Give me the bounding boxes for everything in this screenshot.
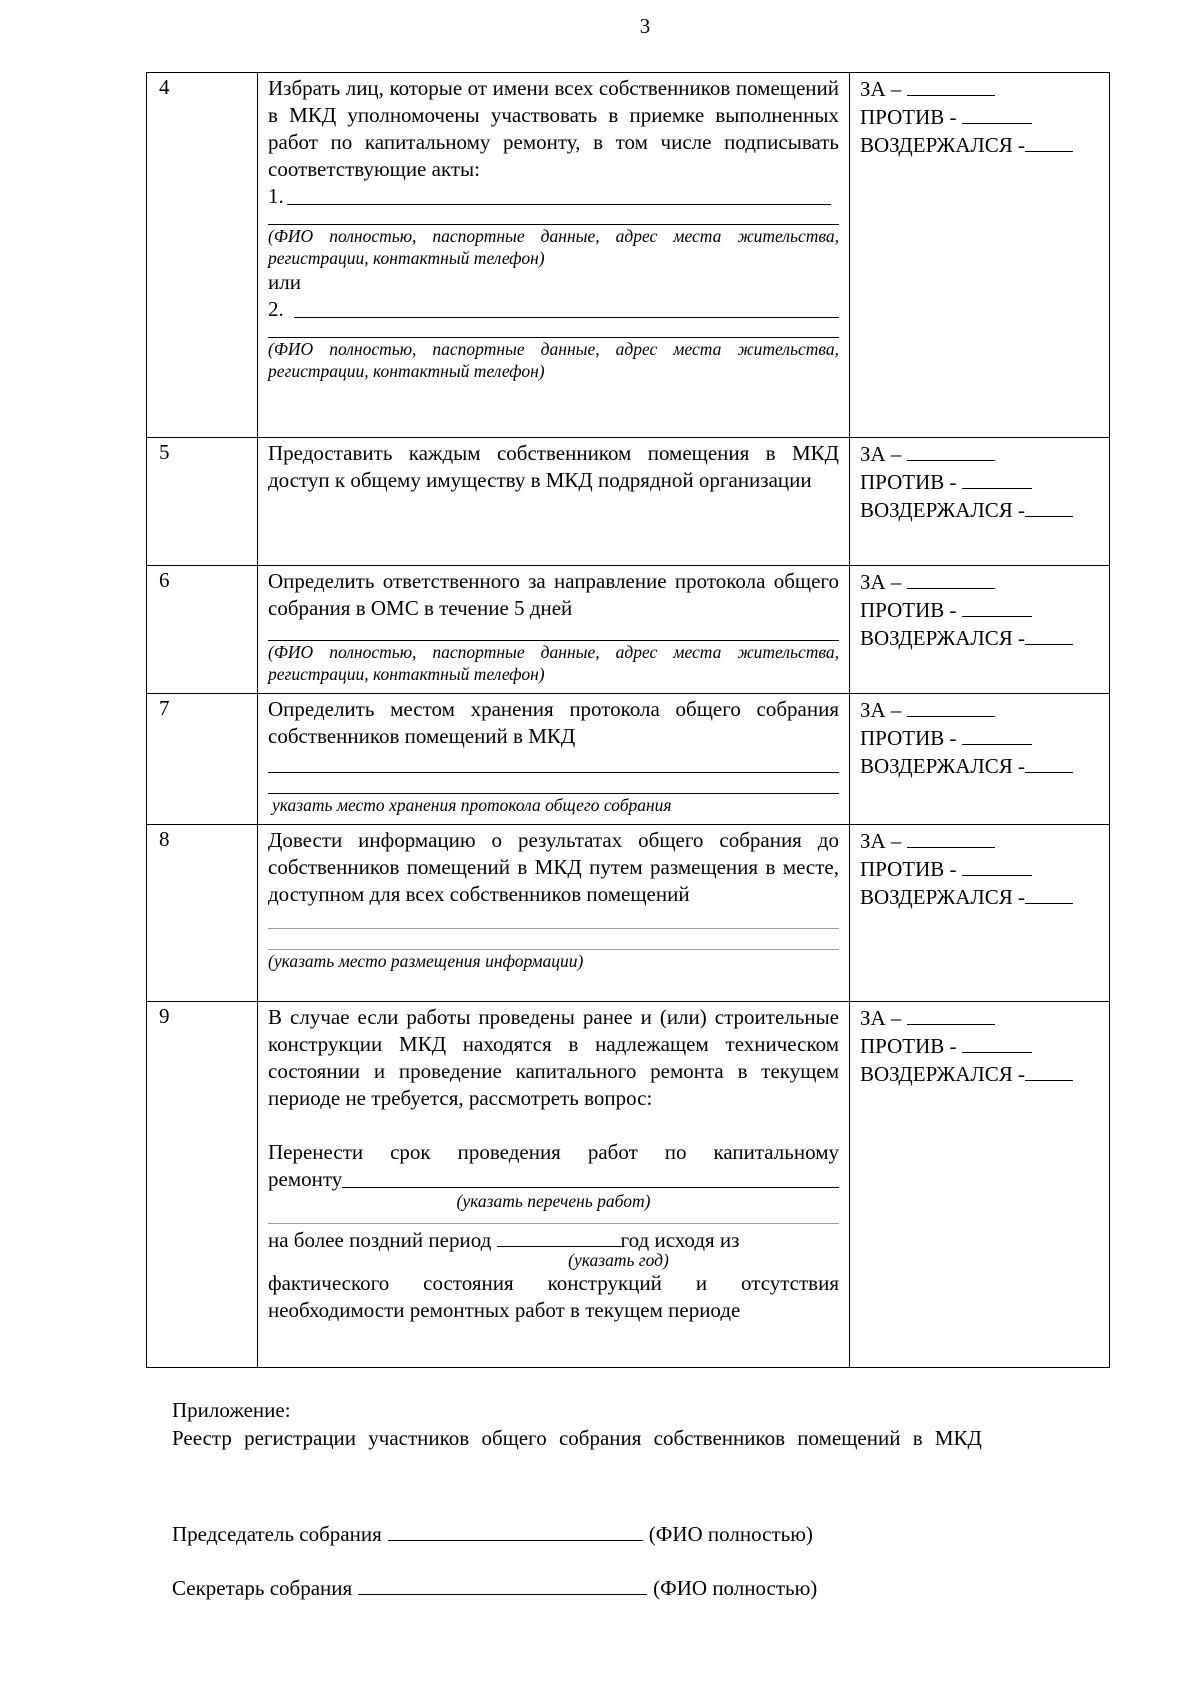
candidate-line-1: 1. [268, 183, 839, 210]
hint-text: указать место хранения протокола общего собрания [272, 795, 672, 815]
blank-line [268, 908, 839, 929]
agenda-paragraph: Избрать лиц, которые от имени всех собственников помещений в МКД уполномочены участвовать в приемке выполненных работ по капитальному ремонту, в том числе подписывать соответствующие акты: [268, 76, 839, 181]
row-number: 6 [147, 566, 258, 694]
final-paragraph: фактического состояния конструкций и отсутствия необходимости ремонтных работ в текущем периоде [268, 1271, 839, 1322]
vote-abstain: ВОЗДЕРЖАЛСЯ - [860, 496, 1109, 524]
row-number: 5 [147, 438, 258, 566]
hint-text: (указать место размещения информации) [268, 951, 584, 971]
appendix-text: Реестр регистрации участников общего собрания собственников помещений в МКД [172, 1426, 982, 1450]
table-row [147, 694, 1110, 825]
vote-against: ПРОТИВ - [860, 855, 1109, 883]
secretary-signature-line: Секретарь собрания (ФИО полностью) [172, 1576, 818, 1600]
vote-against: ПРОТИВ - [860, 468, 1109, 496]
blank-line [268, 323, 839, 338]
vote-for: ЗА – [860, 568, 1109, 596]
vote-for: ЗА – [860, 696, 1109, 724]
voting-table [146, 72, 1110, 1368]
agenda-paragraph: Определить местом хранения протокола общего собрания собственников помещений в МКД [268, 697, 839, 748]
vote-cell [850, 825, 1110, 1002]
vote-cell [850, 73, 1110, 438]
vote-cell [850, 1002, 1110, 1368]
vote-cell [850, 438, 1110, 566]
blank-line [268, 210, 839, 225]
vote-cell [850, 694, 1110, 825]
table-row [147, 438, 1110, 566]
hint-text: (ФИО полностью, паспортные данные, адрес места жительства, регистрации, контактный телефон) [268, 226, 839, 268]
row-number: 7 [147, 694, 258, 825]
agenda-item-text [258, 825, 850, 1002]
agenda-item-text [258, 566, 850, 694]
vote-for: ЗА – [860, 1004, 1109, 1032]
vote-for: ЗА – [860, 827, 1109, 855]
blank-line [268, 622, 839, 641]
table-row [147, 825, 1110, 1002]
period-line: на более поздний период год исходя из [268, 1228, 740, 1252]
or-label: или [268, 270, 301, 294]
table-row [147, 566, 1110, 694]
candidate-line-2: 2. [268, 296, 839, 323]
vote-against: ПРОТИВ - [860, 724, 1109, 752]
vote-for: ЗА – [860, 75, 1109, 103]
agenda-paragraph: Определить ответственного за направление протокола общего собрания в ОМС в течение 5 дней [268, 569, 839, 620]
chair-signature-line: Председатель собрания (ФИО полностью) [172, 1522, 813, 1546]
row-number: 4 [147, 73, 258, 438]
hint-text: (ФИО полностью, паспортные данные, адрес места жительства, регистрации, контактный телефон) [268, 339, 839, 381]
blank-line [268, 1211, 839, 1224]
agenda-item-text [258, 694, 850, 825]
vote-abstain: ВОЗДЕРЖАЛСЯ - [860, 131, 1109, 159]
blank-line [268, 750, 839, 773]
agenda-item-text [258, 1002, 850, 1368]
agenda-paragraph: Довести информацию о результатах общего собрания до собственников помещений в МКД путем размещения в месте, доступном для всех собственников помещений [268, 828, 839, 906]
blank-line [268, 929, 839, 950]
table-row [147, 73, 1110, 438]
hint-text: (ФИО полностью, паспортные данные, адрес места жительства, регистрации, контактный телефон) [268, 642, 839, 684]
vote-against: ПРОТИВ - [860, 596, 1109, 624]
appendix-title: Приложение: [172, 1398, 291, 1422]
vote-cell [850, 566, 1110, 694]
postpone-works-line: ремонту [268, 1166, 839, 1193]
postpone-line: Перенести срок проведения работ по капитальному [268, 1140, 839, 1164]
hint-text: (указать год) [568, 1250, 669, 1270]
agenda-item-text [258, 438, 850, 566]
vote-abstain: ВОЗДЕРЖАЛСЯ - [860, 624, 1109, 652]
appendix [172, 1396, 1122, 1452]
row-number: 9 [147, 1002, 258, 1368]
vote-against: ПРОТИВ - [860, 103, 1109, 131]
vote-for: ЗА – [860, 440, 1109, 468]
page-number: 3 [639, 14, 651, 38]
vote-abstain: ВОЗДЕРЖАЛСЯ - [860, 752, 1109, 780]
table-row [147, 1002, 1110, 1368]
blank-line [268, 773, 839, 794]
vote-abstain: ВОЗДЕРЖАЛСЯ - [860, 1060, 1109, 1088]
agenda-paragraph: В случае если работы проведены ранее и (или) строительные конструкции МКД находятся в надлежащем техническом состоянии и проведение капитального ремонта в текущем периоде не требуется, рассмотреть вопрос: [268, 1005, 839, 1110]
vote-abstain: ВОЗДЕРЖАЛСЯ - [860, 883, 1109, 911]
agenda-paragraph: Предоставить каждым собственником помещения в МКД доступ к общему имуществу в МКД подрядной организации [268, 441, 839, 492]
hint-text: (указать перечень работ) [456, 1191, 651, 1211]
vote-against: ПРОТИВ - [860, 1032, 1109, 1060]
row-number: 8 [147, 825, 258, 1002]
agenda-item-text [258, 73, 850, 438]
